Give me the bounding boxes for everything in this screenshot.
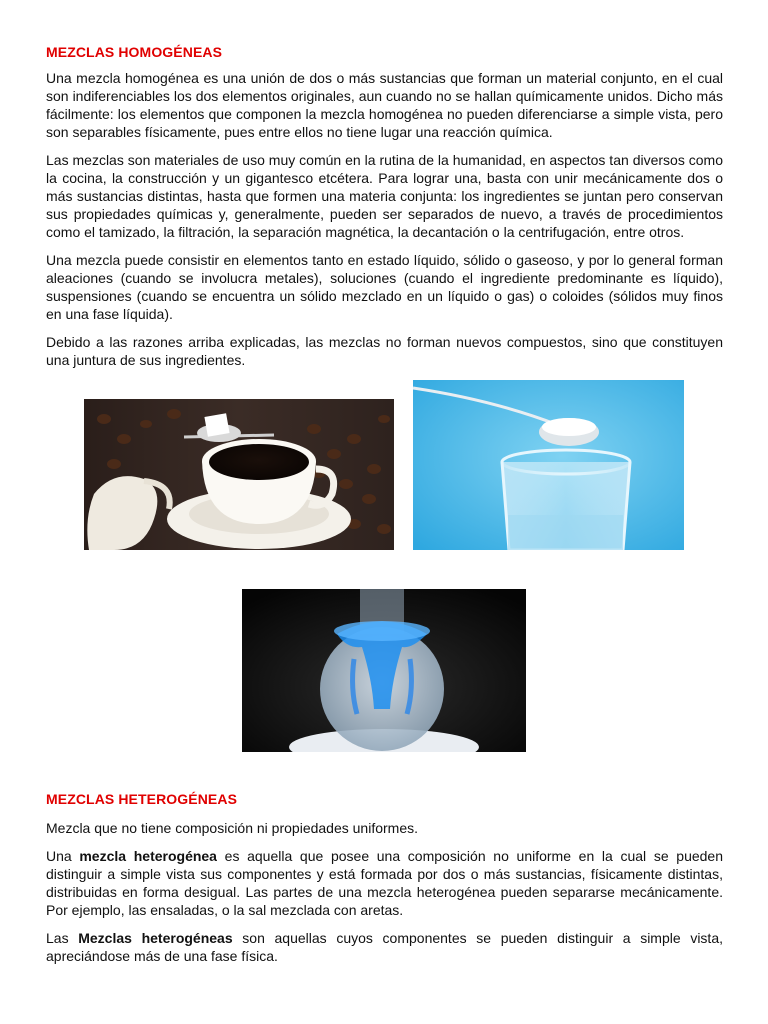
section-title-heterogeneas: MEZCLAS HETEROGÉNEAS <box>46 791 238 807</box>
section-homogeneas <box>46 44 723 369</box>
coffee-sugar-photo <box>84 399 394 550</box>
paragraph-7 <box>46 929 723 965</box>
paragraph-6 <box>46 847 723 919</box>
section-title-homogeneas: MEZCLAS HOMOGÉNEAS <box>46 44 223 60</box>
sugar-spoon-water-glass-photo <box>413 380 684 550</box>
paragraph-3: Una mezcla puede consistir en elementos tanto en estado líquido, sólido o gaseoso, y por lo general forman aleaciones (cuando se involucra metales), soluciones (cuando el ingrediente predominante es líquido), suspensiones (cuando se encuentra un sólido mezclado en un líquido o gas) o coloides (sólidos muy finos en una fase líquida). <box>46 252 723 322</box>
section-heterogeneas <box>46 791 723 975</box>
p7-pre: Las <box>46 930 79 946</box>
blue-dye-flask-photo <box>242 589 526 752</box>
paragraph-5: Mezcla que no tiene composición ni propiedades uniformes. <box>46 820 418 836</box>
p7-bold-term: Mezclas heterogéneas <box>78 930 233 946</box>
paragraph-1: Una mezcla homogénea es una unión de dos o más sustancias que forman un material conjunto, en el cual son indiferenciables los dos elementos originales, aun cuando no se hallan químicamente unidos. Dicho más fácilmente: los elementos que componen la mezcla homogénea no pueden diferenciarse a simple vista, pero son separables físicamente, pues entre ellos no tiene lugar una reacción química. <box>46 70 723 140</box>
p7-post: son aquellas cuyos componentes se pueden distinguir a simple vista, apreciándose más de una fase física. <box>46 930 723 964</box>
paragraph-4: Debido a las razones arriba explicadas, las mezclas no forman nuevos compuestos, sino que constituyen una juntura de sus ingredientes. <box>46 334 723 368</box>
p6-post: es aquella que posee una composición no uniforme en la cual se pueden distinguir a simple vista sus componentes y está formada por dos o más sustancias, físicamente distintas, distribuidas en forma desigual. Las partes de una mezcla heterogénea pueden separarse mecánicamente. Por ejemplo, las ensaladas, o la sal mezclada con aretas. <box>46 848 724 918</box>
paragraph-2: Las mezclas son materiales de uso muy común en la rutina de la humanidad, en aspectos tan diversos como la cocina, la construcción y un gigantesco etcétera. Para lograr una, basta con unir mecánicamente dos o más sustancias distintas, hasta que formen una materia conjunta: los ingredientes se juntan pero conservan sus propiedades químicas y, generalmente, pueden ser separados de nuevo, a través de procedimientos como el tamizado, la filtración, la separación magnética, la decantación o la centrifugación, entre otros. <box>46 152 723 240</box>
p6-pre: Una <box>46 848 80 864</box>
p6-bold-term: mezcla heterogénea <box>79 848 217 864</box>
